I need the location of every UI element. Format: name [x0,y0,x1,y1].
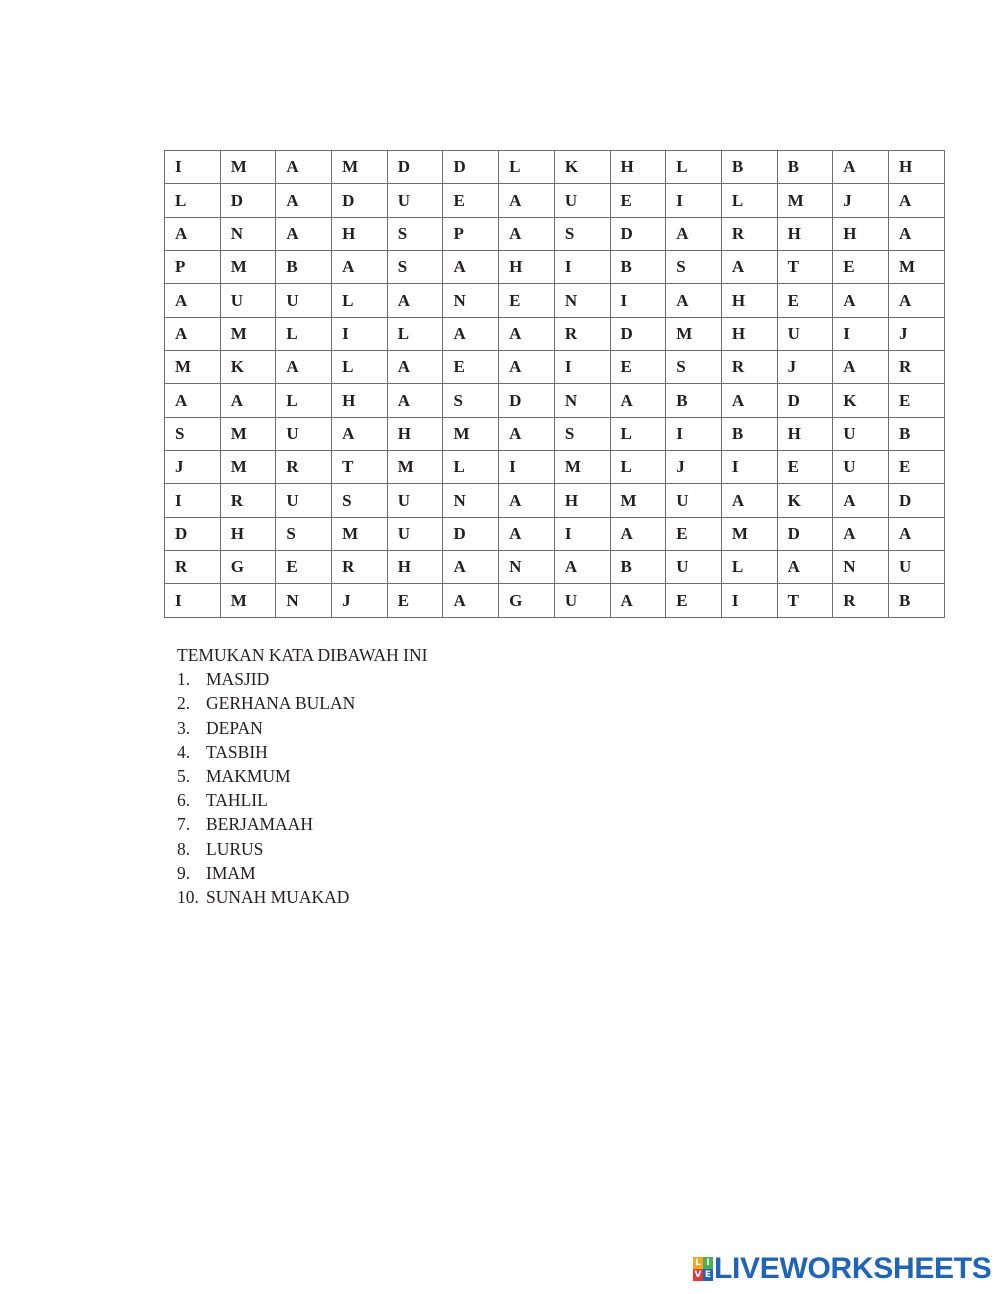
grid-cell: A [888,217,944,250]
grid-cell: I [666,417,722,450]
grid-cell: L [332,284,388,317]
grid-cell: N [443,484,499,517]
grid-cell: N [554,284,610,317]
grid-cell: H [777,217,833,250]
grid-cell: S [666,251,722,284]
grid-cell: L [276,317,332,350]
grid-cell: A [443,584,499,618]
grid-cell: M [220,251,276,284]
grid-cell: N [276,584,332,618]
grid-row [165,151,945,184]
grid-cell: A [499,417,555,450]
grid-cell: U [888,551,944,584]
grid-cell: I [332,317,388,350]
grid-cell: A [387,284,443,317]
word-number: 3. [177,717,191,738]
grid-cell: M [220,451,276,484]
word-number: 10. [177,887,199,908]
grid-cell: K [554,151,610,184]
grid-cell: M [777,184,833,217]
grid-cell: E [777,451,833,484]
logo-icon-square: I [703,1257,713,1269]
word-text: MAKMUM [206,766,291,787]
grid-cell: A [332,251,388,284]
grid-cell: H [387,551,443,584]
grid-cell: A [833,351,889,384]
grid-cell: E [888,384,944,417]
grid-cell: G [499,584,555,618]
logo-icon-square: V [694,1270,702,1280]
grid-cell: M [721,517,777,550]
grid-cell: I [165,151,221,184]
grid-cell: T [777,584,833,618]
grid-cell: A [276,184,332,217]
grid-cell: S [443,384,499,417]
grid-row [165,384,945,417]
grid-cell: B [610,551,666,584]
grid-cell: D [332,184,388,217]
grid-cell: A [610,384,666,417]
grid-cell: E [499,284,555,317]
grid-cell: S [554,217,610,250]
grid-cell: E [666,517,722,550]
grid-cell: R [332,551,388,584]
grid-cell: A [499,351,555,384]
word-number: 4. [177,741,191,762]
grid-cell: U [220,284,276,317]
grid-cell: J [833,184,889,217]
grid-cell: G [220,551,276,584]
grid-cell: U [833,451,889,484]
grid-cell: H [220,517,276,550]
grid-cell: A [666,217,722,250]
grid-cell: I [165,584,221,618]
grid-cell: B [276,251,332,284]
grid-cell: U [666,551,722,584]
grid-cell: L [443,451,499,484]
grid-row [165,451,945,484]
grid-row [165,517,945,550]
liveworksheets-logo-text: LIVEWORKSHEETS [714,1252,992,1285]
word-list-item [177,667,427,691]
grid-cell: A [554,551,610,584]
grid-cell: L [666,151,722,184]
grid-cell: N [833,551,889,584]
grid-row [165,217,945,250]
grid-cell: D [777,517,833,550]
grid-cell: R [554,317,610,350]
grid-cell: S [165,417,221,450]
word-text: IMAM [206,862,256,883]
grid-cell: A [220,384,276,417]
grid-cell: B [666,384,722,417]
logo-icon-square: E [704,1270,712,1280]
grid-cell: E [666,584,722,618]
grid-cell: U [387,484,443,517]
grid-row [165,417,945,450]
grid-cell: L [610,451,666,484]
grid-cell: A [387,351,443,384]
word-number: 1. [177,669,191,690]
grid-cell: I [721,451,777,484]
grid-cell: A [276,351,332,384]
word-list-title: TEMUKAN KATA DIBAWAH INI [177,645,428,665]
grid-cell: A [165,284,221,317]
word-text: BERJAMAAH [206,814,313,835]
grid-cell: T [332,451,388,484]
word-text: DEPAN [206,717,263,738]
grid-cell: A [666,284,722,317]
grid-cell: E [888,451,944,484]
grid-cell: K [777,484,833,517]
grid-cell: I [554,351,610,384]
word-list-item [177,716,427,740]
grid-cell: A [721,484,777,517]
grid-cell: H [777,417,833,450]
grid-cell: R [165,551,221,584]
grid-cell: H [888,151,944,184]
word-list-item [177,861,427,885]
grid-cell: A [443,317,499,350]
grid-cell: M [387,451,443,484]
grid-cell: U [276,284,332,317]
grid-cell: R [888,351,944,384]
grid-cell: B [721,417,777,450]
grid-cell: U [387,184,443,217]
word-list-item [177,764,427,788]
grid-row [165,551,945,584]
grid-cell: J [888,317,944,350]
grid-cell: S [276,517,332,550]
liveworksheets-logo [693,1254,992,1284]
word-number: 6. [177,790,191,811]
grid-cell: B [610,251,666,284]
grid-cell: A [833,517,889,550]
grid-cell: I [554,251,610,284]
grid-cell: I [610,284,666,317]
grid-cell: N [220,217,276,250]
grid-cell: M [554,451,610,484]
grid-cell: D [610,217,666,250]
grid-cell: A [165,217,221,250]
grid-cell: S [387,217,443,250]
grid-cell: M [220,317,276,350]
grid-cell: A [833,151,889,184]
word-number: 8. [177,838,191,859]
grid-cell: E [276,551,332,584]
grid-cell: A [276,151,332,184]
grid-cell: L [610,417,666,450]
grid-cell: E [387,584,443,618]
grid-cell: A [610,584,666,618]
word-list-item [177,812,427,836]
grid-cell: A [721,251,777,284]
grid-cell: A [499,484,555,517]
grid-cell: A [777,551,833,584]
logo-icon-square: L [693,1257,703,1269]
grid-cell: E [610,184,666,217]
grid-cell: E [443,351,499,384]
grid-cell: A [499,517,555,550]
grid-row [165,351,945,384]
word-text: TASBIH [206,741,268,762]
grid-cell: H [554,484,610,517]
grid-cell: J [666,451,722,484]
grid-cell: A [499,217,555,250]
grid-cell: E [443,184,499,217]
word-text: MASJID [206,669,270,690]
grid-cell: M [610,484,666,517]
grid-cell: N [499,551,555,584]
word-text: GERHANA BULAN [206,693,356,714]
grid-cell: E [833,251,889,284]
grid-cell: M [443,417,499,450]
grid-cell: S [387,251,443,284]
word-text: LURUS [206,838,264,859]
grid-cell: R [276,451,332,484]
grid-cell: D [220,184,276,217]
grid-cell: A [499,184,555,217]
grid-cell: D [888,484,944,517]
grid-cell: M [666,317,722,350]
grid-cell: M [332,517,388,550]
grid-cell: L [276,384,332,417]
grid-cell: H [610,151,666,184]
grid-cell: U [833,417,889,450]
grid-cell: M [332,151,388,184]
grid-cell: A [165,384,221,417]
grid-cell: H [721,317,777,350]
word-list-item [177,691,427,715]
grid-cell: D [443,151,499,184]
grid-row [165,251,945,284]
grid-cell: P [443,217,499,250]
grid-cell: L [332,351,388,384]
grid-cell: N [554,384,610,417]
grid-cell: M [220,584,276,618]
grid-cell: U [276,484,332,517]
grid-cell: A [499,317,555,350]
grid-cell: M [165,351,221,384]
grid-cell: S [554,417,610,450]
grid-cell: A [387,384,443,417]
grid-cell: D [387,151,443,184]
word-number: 7. [177,814,191,835]
grid-cell: D [777,384,833,417]
grid-cell: R [833,584,889,618]
word-list-item [177,788,427,812]
grid-cell: S [666,351,722,384]
word-list-item [177,837,427,861]
word-number: 2. [177,693,191,714]
grid-cell: H [833,217,889,250]
grid-cell: U [554,184,610,217]
grid-row [165,284,945,317]
grid-cell: D [443,517,499,550]
grid-cell: S [332,484,388,517]
grid-row [165,317,945,350]
grid-cell: A [610,517,666,550]
grid-cell: L [721,184,777,217]
word-list-item [177,885,427,909]
word-text: SUNAH MUAKAD [206,887,350,908]
grid-cell: U [777,317,833,350]
liveworksheets-logo-icon [693,1257,713,1281]
grid-cell: A [165,317,221,350]
grid-cell: B [888,417,944,450]
grid-cell: E [610,351,666,384]
word-search-grid [164,150,945,618]
grid-cell: D [499,384,555,417]
grid-cell: A [888,184,944,217]
grid-cell: J [332,584,388,618]
word-text: TAHLIL [206,790,268,811]
grid-cell: J [165,451,221,484]
grid-cell: I [666,184,722,217]
grid-cell: U [666,484,722,517]
grid-cell: U [276,417,332,450]
grid-cell: A [833,284,889,317]
grid-cell: A [721,384,777,417]
grid-cell: L [387,317,443,350]
grid-cell: D [165,517,221,550]
grid-cell: K [220,351,276,384]
word-number: 9. [177,862,191,883]
grid-row [165,484,945,517]
grid-cell: L [499,151,555,184]
grid-cell: P [165,251,221,284]
grid-cell: H [499,251,555,284]
grid-cell: H [721,284,777,317]
grid-cell: I [721,584,777,618]
word-list-item [177,740,427,764]
grid-cell: L [721,551,777,584]
grid-cell: A [332,417,388,450]
grid-cell: A [888,517,944,550]
grid-cell: A [443,551,499,584]
grid-cell: I [165,484,221,517]
word-list [177,667,427,909]
grid-cell: H [332,217,388,250]
grid-cell: M [220,151,276,184]
grid-cell: T [777,251,833,284]
grid-cell: I [499,451,555,484]
grid-cell: J [777,351,833,384]
grid-cell: A [833,484,889,517]
grid-row [165,584,945,618]
grid-cell: U [554,584,610,618]
grid-cell: U [387,517,443,550]
grid-cell: H [387,417,443,450]
grid-cell: M [220,417,276,450]
word-list-section [177,643,427,909]
grid-row [165,184,945,217]
grid-cell: E [777,284,833,317]
grid-cell: I [833,317,889,350]
grid-cell: A [443,251,499,284]
grid-cell: R [721,217,777,250]
grid-cell: D [610,317,666,350]
grid-cell: R [220,484,276,517]
word-number: 5. [177,766,191,787]
grid-cell: A [888,284,944,317]
grid-cell: B [888,584,944,618]
grid-cell: M [888,251,944,284]
grid-cell: H [332,384,388,417]
grid-cell: B [777,151,833,184]
grid-cell: K [833,384,889,417]
grid-cell: R [721,351,777,384]
grid-cell: L [165,184,221,217]
grid-cell: A [276,217,332,250]
grid-cell: B [721,151,777,184]
grid-cell: I [554,517,610,550]
grid-cell: N [443,284,499,317]
